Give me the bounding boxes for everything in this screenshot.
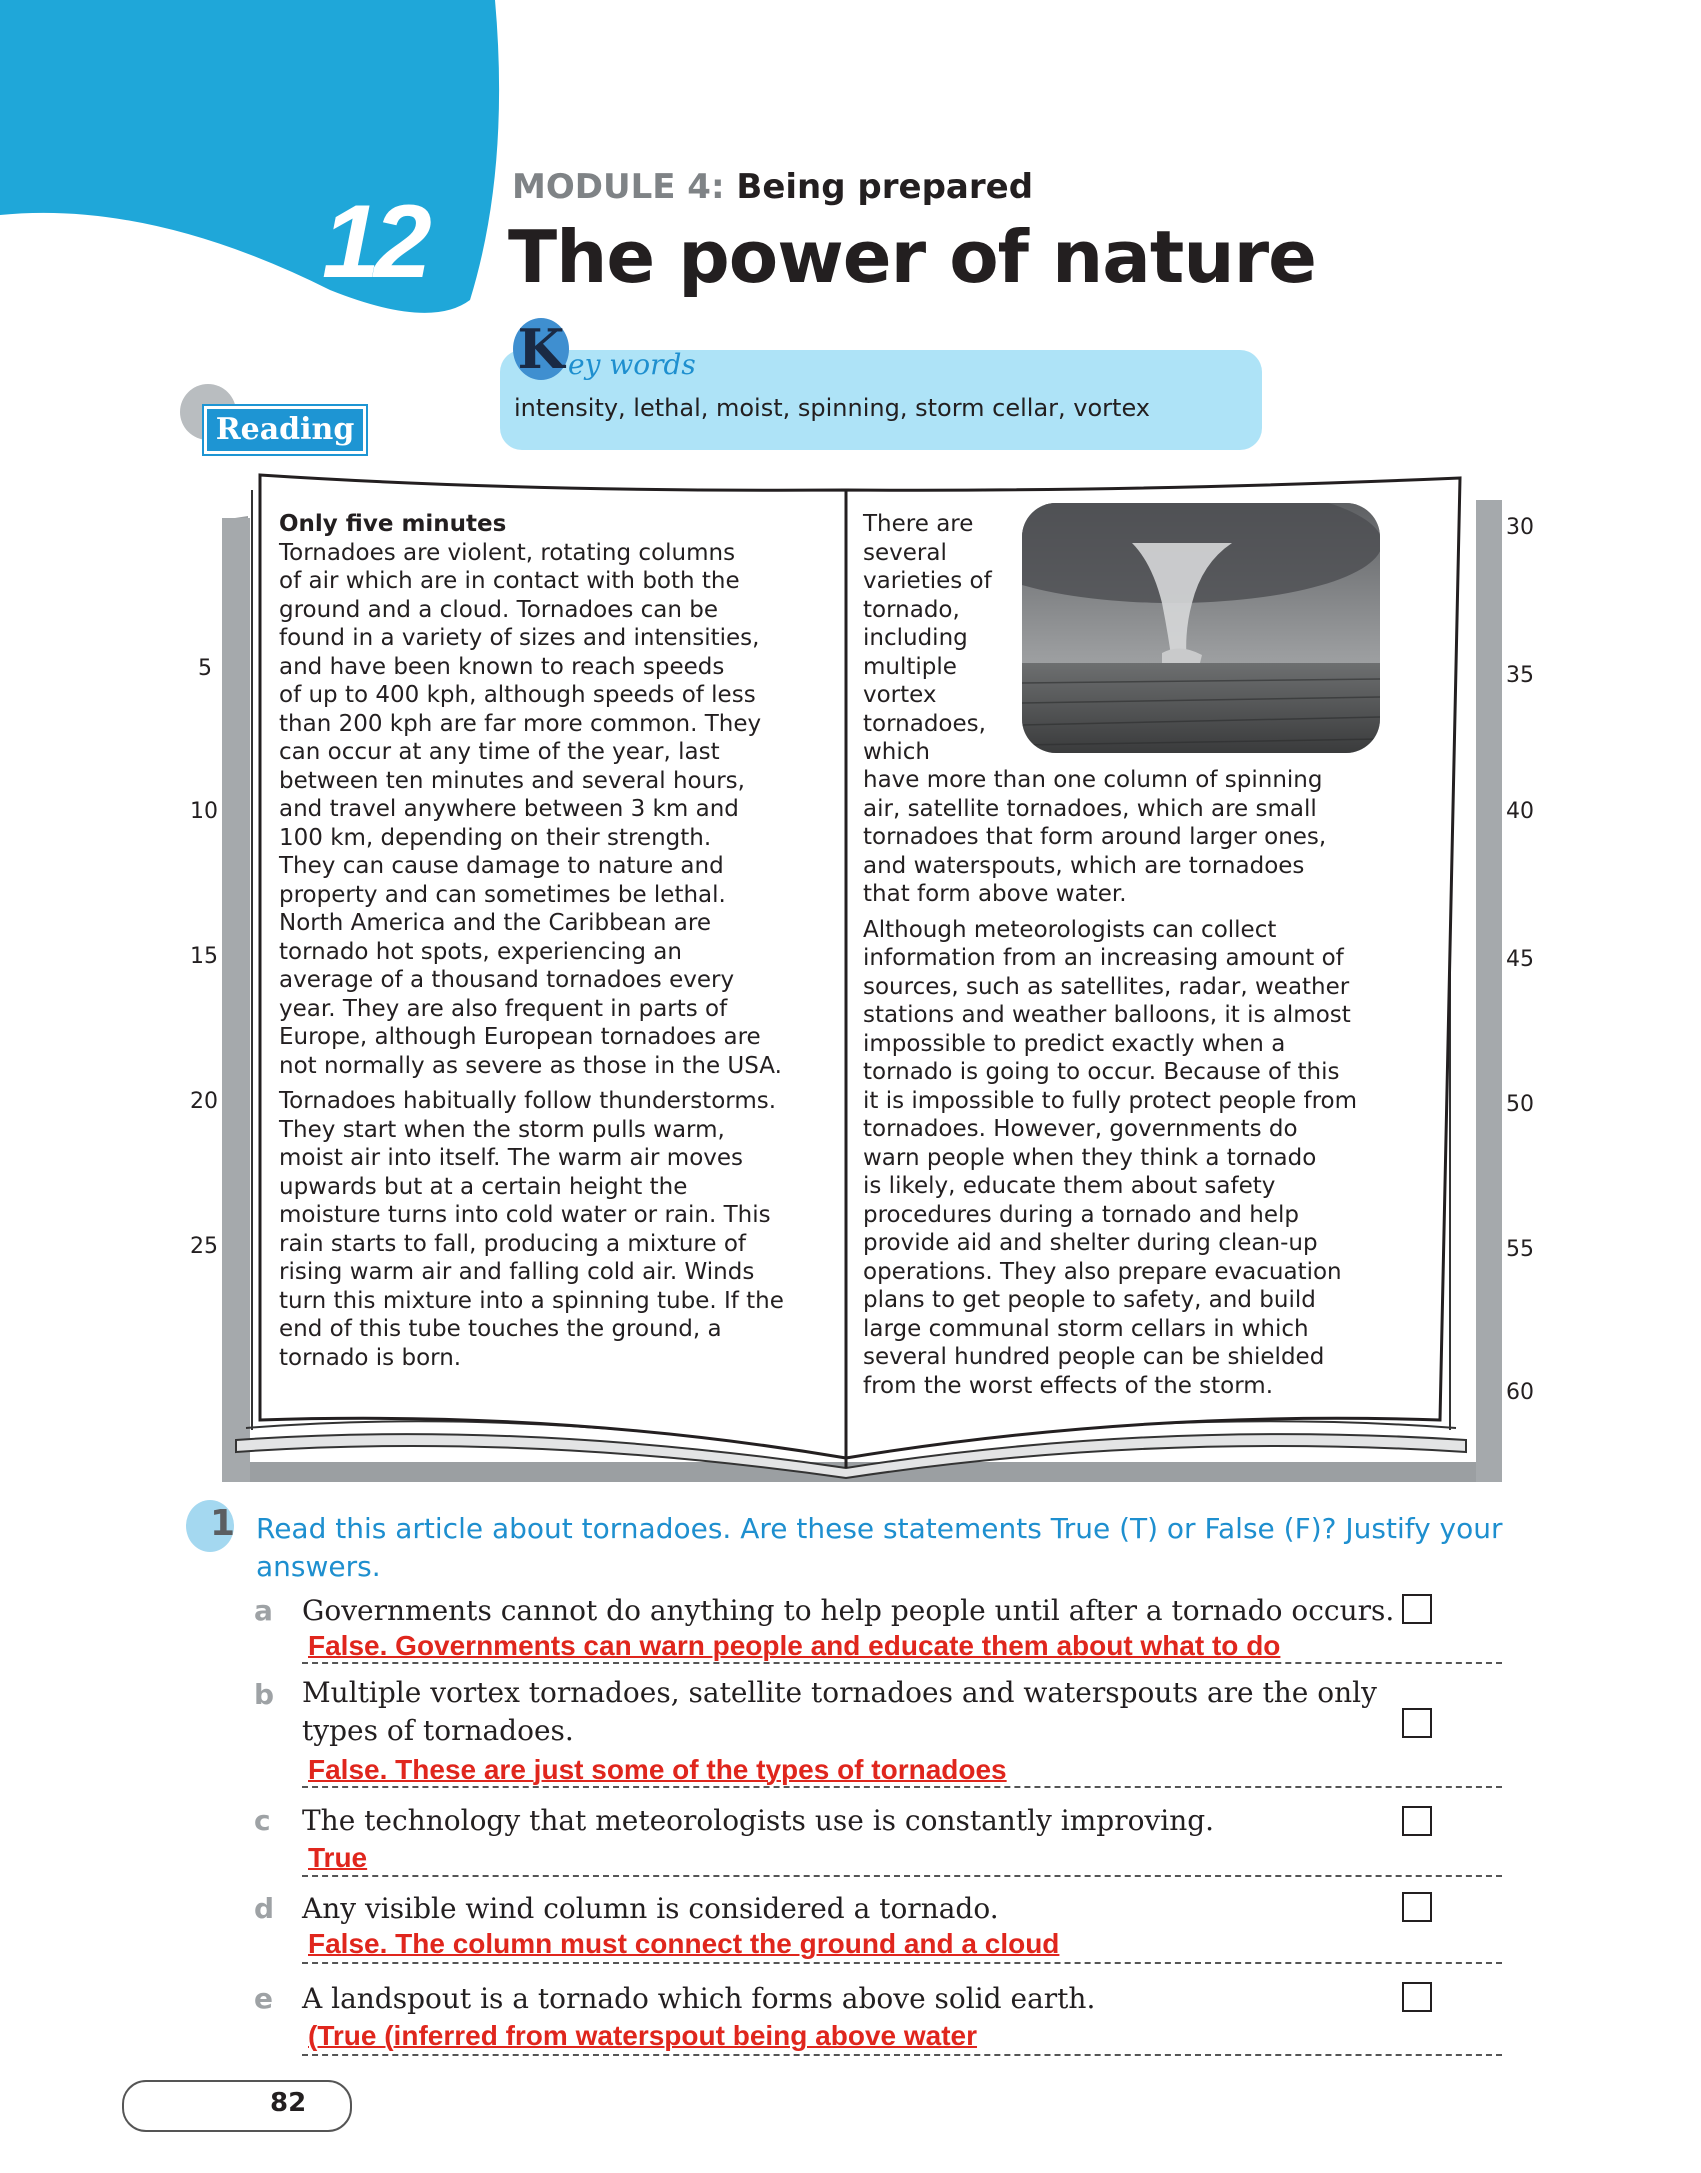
article-line: plans to get people to safety, and build (863, 1287, 1316, 1313)
question-letter: d (254, 1892, 275, 1925)
article-line: found in a variety of sizes and intensities, (279, 625, 760, 651)
article-right-column (863, 766, 1423, 1400)
answer-line (302, 1662, 1502, 1664)
line-number: 15 (190, 944, 218, 969)
question-text: Any visible wind column is considered a tornado. (302, 1892, 999, 1925)
article-left-paragraph-2 (279, 1087, 839, 1372)
article-line: tornado is going to occur. Because of this (863, 1059, 1340, 1085)
article-line: not normally as severe as those in the USA. (279, 1052, 782, 1079)
article-line: rain starts to fall, producing a mixture of (279, 1230, 746, 1257)
line-number: 60 (1506, 1380, 1534, 1405)
article-line: several (863, 539, 947, 566)
exercise-instruction: Read this article about tornadoes. Are these statements True (T) or False (F)? Justify your answers. (256, 1512, 1503, 1583)
article-line: between ten minutes and several hours, (279, 767, 745, 794)
article-line: tornado hot spots, experiencing an (279, 938, 682, 965)
module-label: MODULE 4: (512, 167, 725, 207)
answer-line (302, 1875, 1502, 1877)
article-line: information from an increasing amount of (863, 945, 1344, 971)
page-number-pill (122, 2080, 352, 2132)
article-line: and have been known to reach speeds (279, 653, 725, 680)
answer-text[interactable]: False. These are just some of the types of tornadoes (308, 1754, 1007, 1785)
article-line: can occur at any time of the year, last (279, 739, 720, 765)
article-line: stations and weather balloons, it is almost (863, 1002, 1351, 1028)
article-line: turn this mixture into a spinning tube. If the (279, 1287, 784, 1314)
question-text: Governments cannot do anything to help people until after a tornado occurs. (302, 1594, 1395, 1627)
answer-checkbox[interactable] (1402, 1806, 1432, 1836)
article-line: and travel anywhere between 3 km and (279, 796, 739, 822)
article-right-paragraph-1 (863, 766, 1423, 909)
reading-badge: Reading (204, 406, 366, 454)
article-line: including (863, 625, 968, 651)
key-words-label: ey words (568, 348, 696, 381)
article-line: year. They are also frequent in parts of (279, 995, 728, 1022)
answer-text[interactable]: False. The column must connect the ground and a cloud (308, 1928, 1060, 1959)
article-line: and waterspouts, which are tornadoes (863, 852, 1305, 879)
line-number: 45 (1506, 947, 1534, 972)
article-line: They start when the storm pulls warm, (279, 1116, 725, 1143)
article-line: multiple (863, 653, 957, 680)
answer-text[interactable]: (True (inferred from waterspout being above water (308, 2020, 978, 2051)
answer-line (302, 1962, 1502, 1964)
article-line: tornado, (863, 596, 960, 623)
question-letter: b (254, 1678, 275, 1711)
article-line: several hundred people can be shielded (863, 1344, 1325, 1370)
line-number: 5 (198, 656, 212, 681)
article-line: large communal storm cellars in which (863, 1315, 1309, 1342)
article-line: air, satellite tornadoes, which are small (863, 795, 1317, 822)
article-left-column (279, 510, 839, 1372)
article-line: operations. They also prepare evacuation (863, 1258, 1342, 1285)
article-line: Tornadoes are violent, rotating columns (279, 539, 736, 566)
article-line: warn people when they think a tornado (863, 1144, 1317, 1171)
answer-text[interactable]: True (308, 1842, 368, 1873)
question-letter: a (254, 1594, 273, 1627)
article-heading: Only five minutes (279, 511, 507, 537)
question-letter: e (254, 1982, 273, 2015)
article-line: upwards but at a certain height the (279, 1173, 688, 1200)
article-line: than 200 kph are far more common. They (279, 710, 762, 737)
article-line: vortex (863, 682, 937, 708)
article-line: tornado is born. (279, 1344, 462, 1371)
article-line: Although meteorologists can collect (863, 916, 1277, 943)
answer-checkbox[interactable] (1402, 1708, 1432, 1738)
tornado-photo (1022, 503, 1380, 753)
line-number: 25 (190, 1234, 218, 1259)
answer-text[interactable]: False. Governments can warn people and educate them about what to do (308, 1630, 1281, 1661)
article-line: There are (863, 511, 974, 537)
module-subtitle: Being prepared (736, 167, 1034, 207)
question-text: A landspout is a tornado which forms above solid earth. (302, 1982, 1096, 2015)
article-line: it is impossible to fully protect people from (863, 1087, 1358, 1114)
article-line: Europe, although European tornadoes are (279, 1024, 761, 1050)
exercise-number: 1 (210, 1503, 236, 1544)
question-text: The technology that meteorologists use is constantly improving. (302, 1804, 1215, 1837)
line-number: 55 (1506, 1237, 1534, 1262)
article-right-paragraph-2 (863, 916, 1423, 1401)
answer-checkbox[interactable] (1402, 1982, 1432, 2012)
page-title: The power of nature (508, 215, 1316, 299)
article-line: from the worst effects of the storm. (863, 1372, 1274, 1399)
article-line: provide aid and shelter during clean-up (863, 1230, 1318, 1256)
answer-checkbox[interactable] (1402, 1892, 1432, 1922)
answer-line (302, 2054, 1502, 2056)
article-line: moist air into itself. The warm air moves (279, 1145, 744, 1171)
key-words-initial: K (513, 318, 569, 380)
article-line: average of a thousand tornadoes every (279, 967, 735, 993)
article-line: have more than one column of spinning (863, 767, 1323, 793)
article-line: Tornadoes habitually follow thunderstorms. (279, 1088, 777, 1114)
question-letter: c (254, 1804, 271, 1837)
line-number: 10 (190, 799, 218, 824)
article-line: tornadoes, (863, 710, 986, 737)
article-line: sources, such as satellites, radar, weather (863, 973, 1350, 1000)
article-line: 100 km, depending on their strength. (279, 824, 712, 851)
article-line: moisture turns into cold water or rain. This (279, 1202, 771, 1228)
article-line: of up to 400 kph, although speeds of less (279, 682, 756, 708)
answer-checkbox[interactable] (1402, 1594, 1432, 1624)
line-number: 50 (1506, 1092, 1534, 1117)
line-number: 30 (1506, 515, 1534, 540)
article-line: tornadoes that form around larger ones, (863, 824, 1327, 850)
question-text: Multiple vortex tornadoes, satellite tornadoes and waterspouts are the only types of tornadoes. (302, 1676, 1377, 1747)
article-line: North America and the Caribbean are (279, 910, 711, 936)
article-line: that form above water. (863, 881, 1127, 907)
line-number: 35 (1506, 663, 1534, 688)
article-line: procedures during a tornado and help (863, 1201, 1300, 1228)
article-right-intro (863, 510, 1023, 767)
line-number: 20 (190, 1089, 218, 1114)
article-line: rising warm air and falling cold air. Winds (279, 1259, 755, 1285)
article-line: ground and a cloud. Tornadoes can be (279, 596, 719, 623)
article-line: which (863, 739, 931, 765)
article-line: of air which are in contact with both the (279, 568, 740, 594)
unit-number: 12 (322, 184, 426, 300)
article-line: tornadoes. However, governments do (863, 1116, 1298, 1142)
answer-line (302, 1786, 1502, 1788)
article-line: They can cause damage to nature and (279, 853, 724, 879)
article-left-paragraph-1 (279, 539, 839, 1081)
article-line: property and can sometimes be lethal. (279, 881, 726, 908)
article-line: varieties of (863, 568, 992, 594)
article-line: is likely, educate them about safety (863, 1173, 1276, 1199)
line-number: 40 (1506, 799, 1534, 824)
article-line: end of this tube touches the ground, a (279, 1316, 722, 1342)
key-words-list: intensity, lethal, moist, spinning, storm cellar, vortex (514, 394, 1150, 422)
page-number: 82 (270, 2088, 307, 2118)
article-line: impossible to predict exactly when a (863, 1030, 1286, 1057)
